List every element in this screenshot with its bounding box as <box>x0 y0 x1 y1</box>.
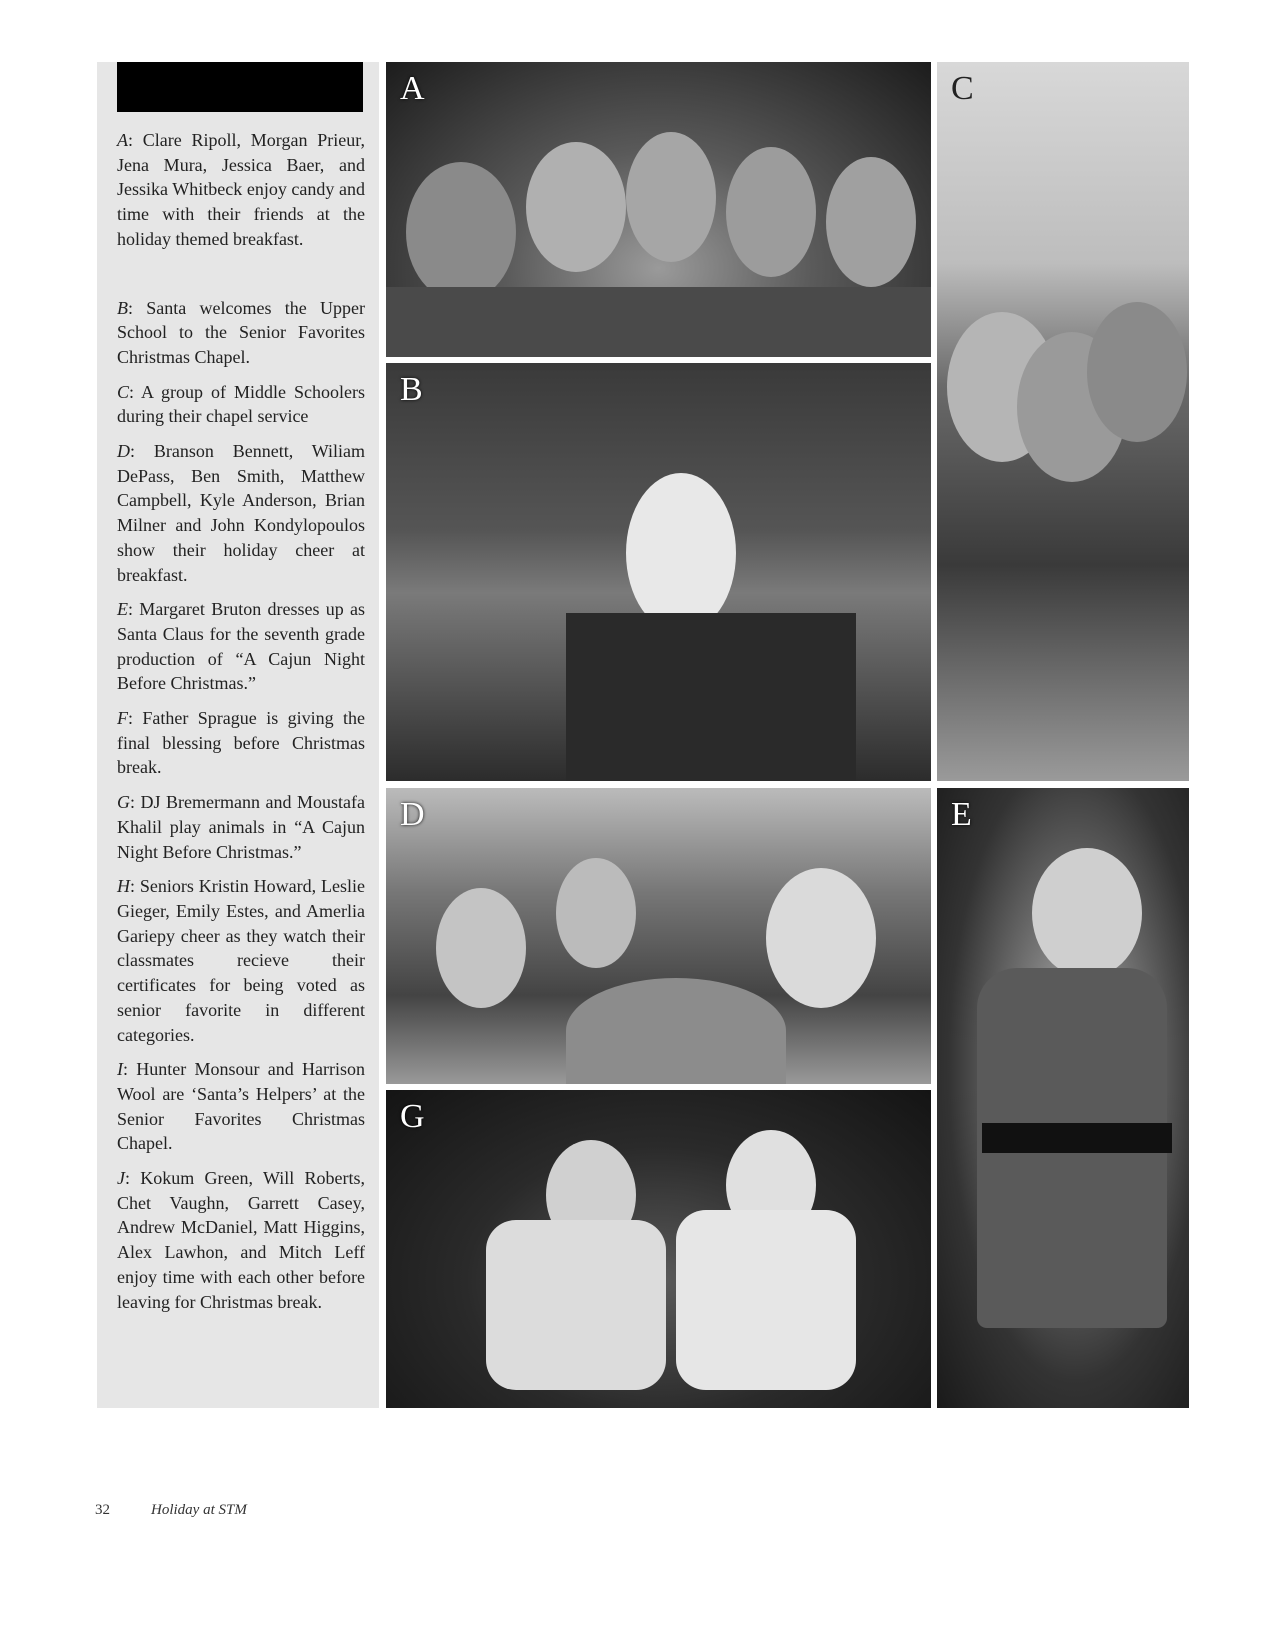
caption-letter: G <box>117 792 130 813</box>
caption-text: : Clare Ripoll, Morgan Prieur, Jena Mura, Jessica Baer, and Jessika Whitbeck enjoy candy and time with their friends at the holiday themed breakfast. <box>117 130 365 249</box>
caption-letter: C <box>117 381 130 402</box>
caption-letter: B <box>117 297 128 318</box>
caption-g <box>117 790 365 864</box>
photo-g-animals-play <box>386 1090 931 1408</box>
caption-letter: F <box>117 708 128 729</box>
photo-santa-belt <box>982 1123 1172 1153</box>
photo-figure <box>526 142 626 272</box>
photo-figure <box>766 868 876 1008</box>
photo-label: G <box>400 1098 425 1135</box>
photo-label: D <box>400 796 425 833</box>
caption-text: : Margaret Bruton dresses up as Santa Claus for the seventh grade production of “A Cajun Night Before Christmas.” <box>117 599 365 694</box>
photo-label: B <box>400 371 423 408</box>
caption-c <box>117 380 365 429</box>
caption-text: : DJ Bremermann and Moustafa Khalil play animals in “A Cajun Night Before Christmas.” <box>117 792 365 862</box>
caption-e <box>117 597 365 696</box>
photo-figure <box>406 162 516 302</box>
caption-text: : Branson Bennett, Wiliam DePass, Ben Smith, Matthew Campbell, Kyle Anderson, Brian Milner and John Kondylopoulos show their holiday cheer at breakfast. <box>117 441 365 585</box>
caption-panel <box>97 62 379 1408</box>
caption-letter: H <box>117 876 130 897</box>
caption-text: : A group of Middle Schoolers during their chapel service <box>117 381 365 427</box>
photo-figure <box>1087 302 1187 442</box>
photo-d-boys-at-breakfast <box>386 788 931 1084</box>
photo-podium <box>566 613 856 781</box>
photo-e-santa-costume <box>937 788 1189 1408</box>
photo-table <box>566 978 786 1084</box>
photo-figure <box>826 157 916 287</box>
photo-figure <box>626 473 736 633</box>
caption-text: : Father Sprague is giving the final blessing before Christmas break. <box>117 708 365 778</box>
caption-text: : Seniors Kristin Howard, Leslie Gieger, Emily Estes, and Amerlia Gariepy cheer as they watch their classmates recieve their certificates for being voted as senior favorite in different categories. <box>117 876 365 1045</box>
photo-c-middle-schoolers-chapel <box>937 62 1189 781</box>
caption-letter: A <box>117 130 128 150</box>
photo-child-body <box>486 1220 666 1390</box>
page-number: 32 <box>95 1502 110 1518</box>
photo-figure <box>626 132 716 262</box>
caption-b <box>117 296 365 370</box>
photo-b-santa-podium <box>386 363 931 781</box>
caption-i <box>117 1057 365 1156</box>
header-black-bar <box>117 62 363 112</box>
photo-figure <box>556 858 636 968</box>
caption-text: : Santa welcomes the Upper School to the Senior Favorites Christmas Chapel. <box>117 297 365 367</box>
photo-label: A <box>400 70 425 107</box>
captions-list <box>117 128 365 1324</box>
caption-text: : Kokum Green, Will Roberts, Chet Vaughn, Garrett Casey, Andrew McDaniel, Matt Higgins, Alex Lawhon, and Mitch Leff enjoy time with each other before leaving for Christmas break. <box>117 1168 365 1312</box>
photo-figure <box>1032 848 1142 978</box>
photo-table <box>386 287 931 357</box>
section-title: Holiday at STM <box>151 1502 247 1518</box>
caption-a <box>117 128 365 252</box>
caption-letter: E <box>117 599 128 620</box>
photo-label: E <box>951 796 972 833</box>
photo-figure <box>726 147 816 277</box>
photo-a-breakfast-girls <box>386 62 931 357</box>
caption-h <box>117 874 365 1047</box>
photo-label: C <box>951 70 974 107</box>
caption-j <box>117 1166 365 1314</box>
caption-letter: I <box>117 1059 123 1080</box>
caption-d <box>117 439 365 587</box>
photo-figure <box>436 888 526 1008</box>
caption-letter: D <box>117 441 130 462</box>
photo-child-body <box>676 1210 856 1390</box>
caption-text: : Hunter Monsour and Harrison Wool are ‘Santa’s Helpers’ at the Senior Favorites Christmas Chapel. <box>117 1059 365 1154</box>
caption-f <box>117 706 365 780</box>
caption-letter: J <box>117 1168 125 1189</box>
